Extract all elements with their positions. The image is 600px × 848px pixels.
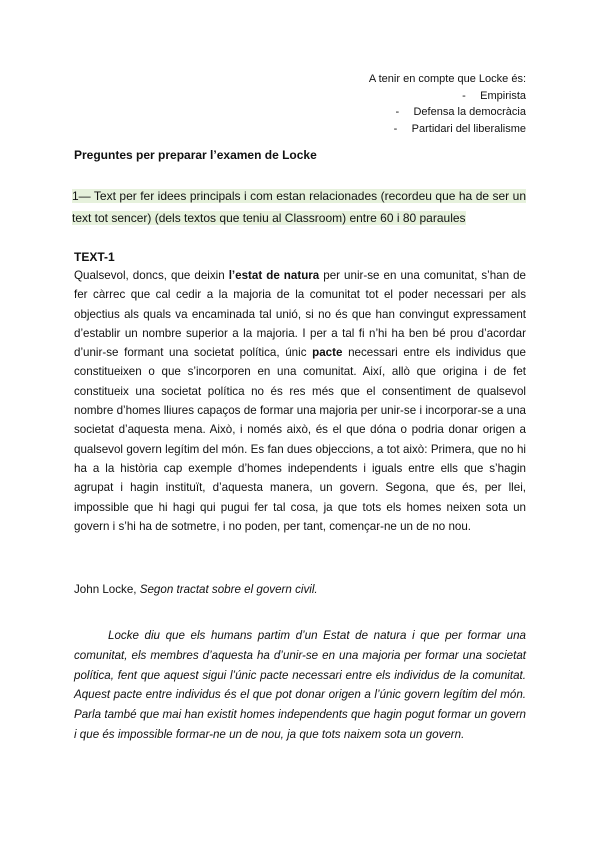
note-item	[369, 88, 526, 105]
student-summary: Locke diu que els humans partim d’un Estat de natura i que per formar una comunitat, els membres d’aquesta ha d’unir-se en una majoria per formar una societat política, fent que aquest sigui l’únic pacte necessari entre els individus de la comunitat. Aquest pacte entre individus és el que pot donar origen a l’únic govern legítim del món. Parla també que mai han existit homes independents que hagin pogut formar un govern i que és impossible formar-ne un de nou, ja que tots naixem sota un govern.	[74, 629, 526, 741]
citation-author: John Locke,	[74, 583, 140, 596]
question-1	[72, 185, 526, 229]
bold-term-pact: pacte	[312, 346, 343, 360]
body-part-1: Qualsevol, doncs, que deixin	[74, 269, 229, 282]
document-heading: Preguntes per preparar l’examen de Locke	[74, 148, 317, 162]
list-dash: -	[393, 122, 398, 135]
text-title: TEXT-1	[74, 250, 115, 264]
highlighted-question-text: 1— Text per fer idees principals i com estan relacionades (recordeu que ha de ser un text tot sencer) (dels textos que teniu al Classroom) entre 60 i 80 paraules	[72, 189, 526, 225]
note-intro: A tenir en compte que Locke és:	[368, 73, 526, 85]
list-dash: -	[395, 106, 400, 118]
locke-text-body	[74, 266, 526, 536]
citation-work: Segon tractat sobre el govern civil.	[139, 583, 318, 596]
citation	[74, 583, 318, 596]
note-item	[369, 121, 526, 138]
list-dash: -	[462, 89, 466, 102]
note-item	[369, 104, 526, 121]
note-item-text: Partidari del liberalisme	[411, 122, 526, 135]
body-part-2: per unir-se en una comunitat, s’han de fer càrrec que cal cedir a la majoria de la comunitat tot el poder necessari per als objectius als quals va encaminada tal unió, si no és que han convingut expressament d’establir un nombre superior a la majoria. I per a tal fi n’hi ha ben bé prou d’acordar d’unir-se formant una societat política, únic	[74, 269, 526, 360]
body-part-3: necessari entre els individus que constitueixen o que s’incorporen en una comunitat. Així, allò que origina i de fet constitueix una societat política no és res més que el consentiment de qualsevol nombre d’homes lliures capaços de formar una majoria per unir-se i incorporar-se a una societat d’aquesta mena. Això, i només això, és el que dóna o podria donar origen a qualsevol govern legítim del món. Es fan dues objeccions, a tot això: Primera, que no hi ha a la història cap exemple d’homes independents i iguals entre ells que s’hagin agrupat i hagin instituït, d’aquesta manera, un govern. Segona, que és, per llei, impossible que hi hagi qui pugui fer tal cosa, ja que tots els homes neixen sota un govern i s’hi ha de sotmetre, i no poden, per tant, començar-ne un de no nou.	[74, 346, 526, 533]
bold-term-state-of-nature: l’estat de natura	[228, 269, 320, 282]
note-item-text: Defensa la democràcia	[413, 106, 526, 118]
note-item-text: Empirista	[480, 89, 526, 102]
reminder-note	[369, 71, 526, 137]
